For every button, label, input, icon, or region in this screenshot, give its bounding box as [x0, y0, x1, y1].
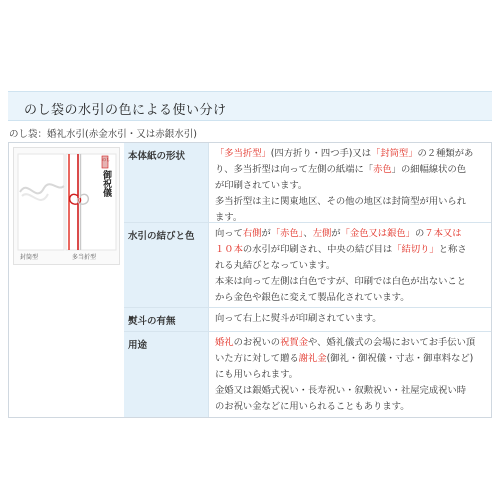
body-text: の水引が印刷され、中央の結び目は	[242, 244, 393, 255]
highlight-text: 左側	[312, 228, 332, 239]
table-row	[124, 332, 491, 417]
highlight-text: 右側	[242, 228, 262, 239]
highlight-text: 謝礼金	[298, 353, 327, 364]
content-line	[215, 351, 485, 367]
body-text: れる丸結びとなっています。	[215, 260, 336, 271]
body-text: から金色や銀色に変えて製品化されています。	[215, 292, 410, 303]
highlight-text: 祝賀金	[280, 337, 309, 348]
info-table-container	[8, 142, 492, 418]
content-line	[215, 383, 485, 399]
table-row	[124, 308, 491, 332]
content-line	[215, 226, 485, 242]
info-table	[124, 143, 491, 417]
highlight-text: 「結切り」	[392, 244, 439, 255]
body-text: 向って	[215, 228, 243, 239]
highlight-text: 赤色	[373, 164, 392, 175]
table-row	[124, 143, 491, 223]
body-text: 」の細幅線状の色	[391, 164, 467, 175]
highlight-text: １０本	[215, 244, 243, 255]
body-text: が	[331, 228, 341, 239]
image-cell	[9, 143, 124, 417]
body-text: 多当折型は主に関東地区、その他の地区は封筒型が用いられ	[215, 196, 467, 207]
body-text: 向って右上に熨斗が印刷されています。	[215, 313, 382, 324]
row-header: 用途	[124, 332, 209, 417]
highlight-text: 婚礼	[215, 337, 234, 348]
subtitle: のし袋：婚礼水引(赤金水引・又は赤銀水引)	[9, 129, 197, 140]
row-content	[209, 308, 491, 331]
envelope-illustration	[14, 148, 120, 265]
content-line	[215, 194, 485, 210]
envelope-omote-text: 御祝儀	[101, 170, 111, 197]
body-text: のお祝いの	[233, 337, 281, 348]
body-text: と称さ	[438, 244, 467, 255]
section-heading: のし袋の水引の色による使い分け	[24, 103, 227, 118]
section-heading-bar	[8, 91, 492, 121]
content-line	[215, 367, 485, 383]
body-text: の	[415, 228, 425, 239]
content-line	[215, 258, 485, 274]
right-envelope-caption: 多当折型	[72, 254, 97, 261]
body-text: いた方に対して贈る	[215, 353, 299, 364]
content-line	[215, 242, 485, 258]
row-header: 水引の結びと色	[124, 223, 209, 307]
body-text: や、婚礼儀式の会場においてお手伝い頂	[308, 337, 476, 348]
body-text: 本来は向って左側は白色ですが、印刷では白色が出ないこと	[215, 276, 467, 287]
table-row	[124, 223, 491, 308]
row-header: 本体紙の形状	[124, 143, 209, 222]
highlight-text: 「封筒型」	[371, 148, 418, 159]
body-text: (四方折り・四つ手)又は	[270, 148, 372, 159]
highlight-text: 「多当折型」	[215, 148, 271, 159]
content-line	[215, 311, 485, 327]
content-line	[215, 335, 485, 351]
row-header: 熨斗の有無	[124, 308, 209, 331]
body-text: の２種類があ	[417, 148, 474, 159]
row-content	[209, 223, 491, 307]
noshi-mark-text: のし	[102, 157, 110, 162]
body-text: (御礼・御祝儀・寸志・御車料など)	[326, 353, 474, 364]
content-line	[215, 274, 485, 290]
noshi-envelope-photo	[13, 147, 120, 265]
body-text: ます。	[215, 212, 243, 223]
content-line	[215, 162, 485, 178]
highlight-text: 「金色又は銀色」	[340, 228, 415, 239]
content-line	[215, 146, 485, 162]
content-line	[215, 399, 485, 415]
content-line	[215, 290, 485, 306]
body-text: が	[261, 228, 271, 239]
body-text: 、	[303, 228, 313, 239]
left-envelope-caption: 封筒型	[20, 254, 39, 261]
highlight-text: ７本又は	[424, 228, 462, 239]
body-text: 金婚又は銀婚式祝い・長寿祝い・叙勲祝い・社屋完成祝い時	[215, 385, 467, 396]
body-text: が印刷されています。	[215, 180, 308, 191]
highlight-text: 「赤色」	[270, 228, 304, 239]
row-content	[209, 332, 491, 417]
body-text: のお祝い金などに用いられることもあります。	[215, 401, 410, 412]
row-content	[209, 143, 491, 222]
body-text: り、多当折型は向って左側の紙端に「	[215, 164, 374, 175]
content-line	[215, 178, 485, 194]
body-text: にも用いられます。	[215, 369, 298, 380]
